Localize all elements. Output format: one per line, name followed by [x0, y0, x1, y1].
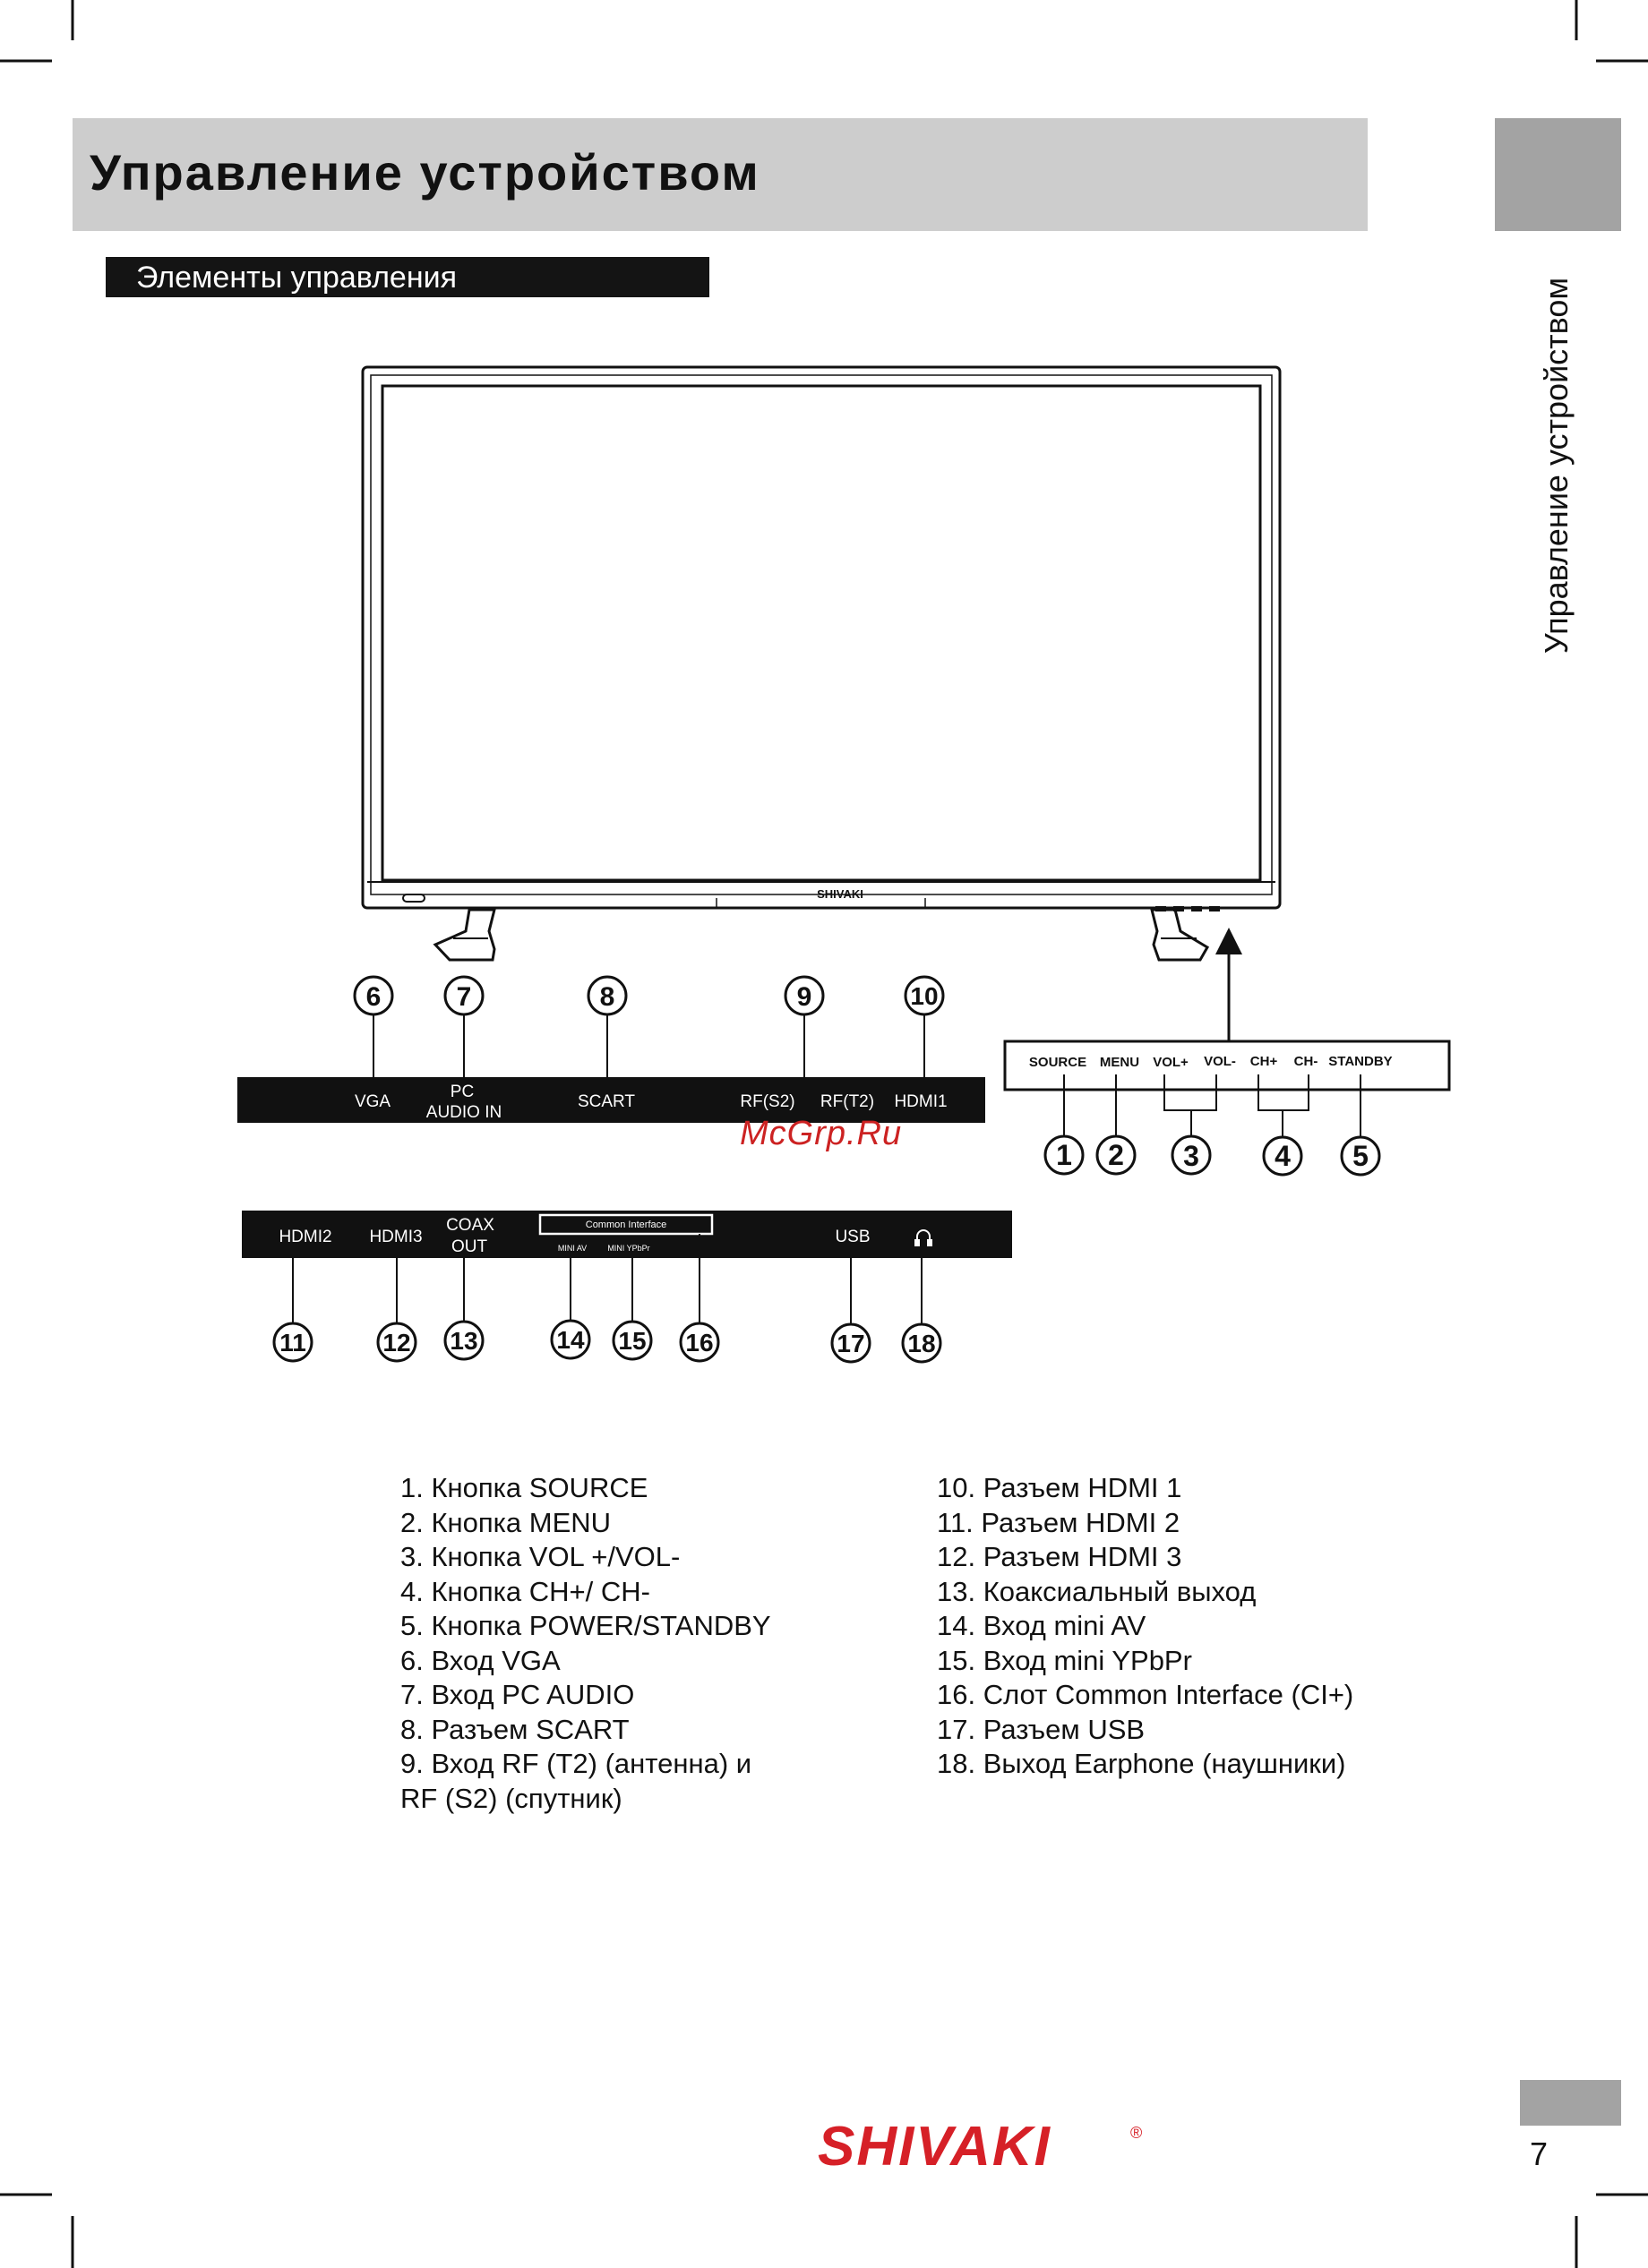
legend-item: 1. Кнопка SOURCE [400, 1472, 648, 1503]
port-label-hdmi2: HDMI2 [279, 1228, 332, 1246]
port-label-out: OUT [451, 1237, 488, 1256]
legend-item: 13. Коаксиальный выход [937, 1575, 1257, 1607]
legend-item: 10. Разъем HDMI 1 [937, 1472, 1182, 1503]
arrow-up-icon [1215, 928, 1242, 954]
port-label-mini-ypbpr: MINI YPbPr [607, 1244, 650, 1253]
tv-stand-left [435, 910, 494, 960]
section-subtitle: Элементы управления [136, 261, 458, 295]
port-label-scart: SCART [577, 1092, 636, 1111]
callout-15: 15 [618, 1327, 647, 1355]
port-label-hdmi1: HDMI1 [894, 1092, 948, 1111]
callout-6: 6 [365, 982, 382, 1012]
button-label-vol-plus: VOL+ [1153, 1055, 1189, 1070]
port-label-mini-av: MINI AV [557, 1244, 588, 1253]
callout-7: 7 [456, 982, 472, 1012]
callout-2: 2 [1108, 1139, 1124, 1171]
page-number: 7 [1530, 2135, 1549, 2172]
callout-4: 4 [1275, 1140, 1291, 1172]
port-label-hdmi3: HDMI3 [369, 1228, 423, 1246]
side-section-label: Управление устройством [1538, 277, 1575, 655]
port-label-coax: COAX [446, 1216, 494, 1235]
page-title: Управление устройством [90, 144, 760, 201]
port-label-rf-t2: RF(T2) [820, 1092, 875, 1111]
button-label-vol-minus: VOL- [1204, 1054, 1236, 1069]
callout-14: 14 [556, 1326, 585, 1354]
port-label-vga: VGA [354, 1092, 391, 1111]
watermark: McGrp.Ru [740, 1115, 903, 1152]
legend-item: 2. Кнопка MENU [400, 1506, 612, 1538]
legend-item: 18. Выход Earphone (наушники) [937, 1748, 1346, 1779]
tv-brand-label: SHIVAKI [817, 887, 863, 901]
page-number-box [1520, 2080, 1621, 2126]
callout-9: 9 [796, 982, 812, 1012]
callout-1: 1 [1056, 1139, 1072, 1171]
button-label-ch-plus: CH+ [1249, 1054, 1278, 1069]
legend-item: 5. Кнопка POWER/STANDBY [400, 1610, 771, 1641]
legend-item: 16. Слот Common Interface (CI+) [937, 1679, 1354, 1710]
port-label-usb: USB [835, 1228, 871, 1246]
callout-16: 16 [685, 1329, 714, 1357]
legend-item: RF (S2) (спутник) [400, 1782, 622, 1814]
callout-10: 10 [910, 982, 939, 1010]
tv-stand-right [1152, 910, 1207, 960]
button-label-source: SOURCE [1028, 1055, 1087, 1070]
legend-right-column [937, 1471, 1353, 1782]
registered-mark: ® [1130, 2124, 1143, 2142]
legend-item: 6. Вход VGA [400, 1644, 561, 1676]
button-label-standby: STANDBY [1328, 1054, 1393, 1069]
button-label-ch-minus: CH- [1293, 1054, 1318, 1069]
legend-item: 7. Вход PC AUDIO [400, 1679, 635, 1710]
legend-item: 12. Разъем HDMI 3 [937, 1541, 1182, 1572]
legend-left-column [400, 1471, 771, 1816]
callout-13: 13 [450, 1327, 478, 1355]
port-label-audio-in: AUDIO IN [425, 1103, 502, 1122]
callout-11: 11 [279, 1329, 306, 1357]
legend-item: 15. Вход mini YPbPr [937, 1644, 1192, 1676]
legend-item: 8. Разъем SCART [400, 1713, 630, 1745]
legend-item: 11. Разъем HDMI 2 [937, 1506, 1180, 1538]
callout-5: 5 [1352, 1140, 1369, 1172]
callout-12: 12 [382, 1329, 411, 1357]
legend-item: 17. Разъем USB [937, 1713, 1146, 1745]
port-label-pc: PC [450, 1083, 475, 1101]
port-label-rf-s2: RF(S2) [740, 1092, 795, 1111]
legend-item: 4. Кнопка CH+/ CH- [400, 1575, 650, 1607]
callout-18: 18 [907, 1330, 936, 1357]
callout-8: 8 [599, 982, 615, 1012]
legend-item: 9. Вход RF (T2) (антенна) и [400, 1748, 752, 1779]
slot-label-common-interface: Common Interface [585, 1220, 667, 1230]
tv-outline [363, 367, 1280, 908]
button-label-menu: MENU [1099, 1055, 1140, 1070]
callout-17: 17 [837, 1330, 865, 1357]
legend-item: 14. Вход mini AV [937, 1610, 1146, 1641]
callout-3: 3 [1183, 1140, 1199, 1172]
legend-item: 3. Кнопка VOL +/VOL- [400, 1541, 681, 1572]
brand-logo: SHIVAKI [818, 2116, 1051, 2178]
